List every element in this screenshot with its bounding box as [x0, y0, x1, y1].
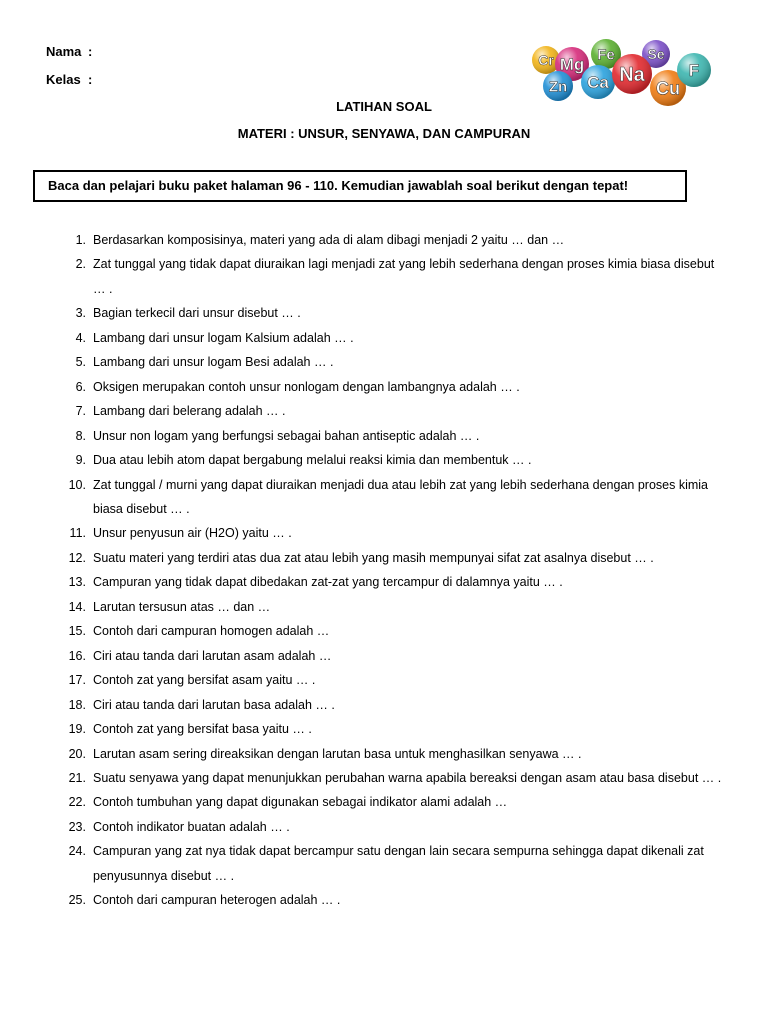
element-symbol: Ca — [587, 72, 609, 92]
question-text: Ciri atau tanda dari larutan basa adalah … . — [93, 697, 335, 712]
page-subtitle: MATERI : UNSUR, SENYAWA, DAN CAMPURAN — [237, 126, 531, 141]
nama-label: Nama — [46, 44, 82, 59]
kelas-field — [46, 72, 92, 87]
question-number: 8. — [75, 428, 86, 443]
question-number: 6. — [75, 379, 86, 394]
question-text: Contoh dari campuran heterogen adalah … . — [93, 893, 341, 908]
question-text: Suatu senyawa yang dapat menunjukkan perubahan warna apabila bereaksi dengan asam atau basa disebut … . — [93, 770, 722, 785]
element-symbol: Cr — [538, 51, 554, 68]
question-item — [0, 448, 768, 472]
question-item — [0, 619, 768, 643]
question-item — [0, 693, 768, 717]
question-item — [0, 228, 768, 252]
question-number: 18. — [68, 697, 86, 712]
question-item — [0, 742, 768, 766]
question-item — [0, 668, 768, 692]
question-text: Unsur non logam yang berfungsi sebagai bahan antiseptic adalah … . — [93, 428, 480, 443]
nama-field — [46, 44, 92, 59]
question-number: 12. — [68, 550, 86, 565]
question-number: 7. — [75, 404, 86, 419]
question-number: 2. — [75, 257, 86, 272]
question-number: 10. — [68, 477, 86, 492]
question-number: 14. — [68, 599, 86, 614]
question-number: 22. — [68, 795, 86, 810]
question-text: Larutan tersusun atas … dan … — [93, 599, 271, 614]
question-item — [0, 326, 768, 350]
page-title: LATIHAN SOAL — [336, 99, 432, 114]
question-item — [0, 839, 768, 888]
question-number: 21. — [68, 770, 86, 785]
question-text: Lambang dari unsur logam Kalsium adalah … . — [93, 330, 354, 345]
question-number: 13. — [68, 575, 86, 590]
question-number: 23. — [68, 819, 86, 834]
question-item — [0, 350, 768, 374]
question-item — [0, 473, 768, 522]
question-item — [0, 424, 768, 448]
question-text: Contoh dari campuran homogen adalah … — [93, 624, 330, 639]
question-text: Contoh zat yang bersifat basa yaitu … . — [93, 722, 312, 737]
question-text: Unsur penyusun air (H2O) yaitu … . — [93, 526, 292, 541]
question-text: Lambang dari unsur logam Besi adalah … . — [93, 355, 334, 370]
question-item — [0, 521, 768, 545]
question-item — [0, 375, 768, 399]
instruction-box: Baca dan pelajari buku paket halaman 96 - 110. Kemudian jawablah soal berikut dengan tepat! — [33, 170, 687, 202]
question-number: 3. — [75, 306, 86, 321]
question-text: Campuran yang zat nya tidak dapat bercampur satu dengan lain secara sempurna sehingga dapat dikenali zat penyusunnya disebut … . — [93, 844, 704, 883]
element-symbol: Zn — [548, 78, 568, 96]
question-text: Contoh tumbuhan yang dapat digunakan sebagai indikator alami adalah … — [93, 795, 508, 810]
element-symbol: Na — [619, 64, 645, 86]
question-text: Suatu materi yang terdiri atas dua zat atau lebih yang masih mempunyai sifat zat asalnya disebut … . — [93, 550, 654, 565]
question-list — [0, 228, 768, 913]
question-text: Zat tunggal yang tidak dapat diuraikan lagi menjadi zat yang lebih sederhana dengan proses kimia biasa disebut … . — [93, 257, 715, 296]
question-number: 25. — [68, 893, 86, 908]
element-symbol: Mg — [559, 54, 585, 74]
element-symbol: F — [688, 60, 700, 80]
question-item — [0, 766, 768, 790]
question-item — [0, 595, 768, 619]
question-number: 17. — [68, 673, 86, 688]
question-text: Berdasarkan komposisinya, materi yang ada di alam dibagi menjadi 2 yaitu … dan … — [93, 233, 565, 247]
chemical-elements-spheres-icon — [528, 30, 718, 115]
question-item — [0, 790, 768, 814]
question-text: Ciri atau tanda dari larutan asam adalah … — [93, 648, 332, 663]
question-text: Contoh indikator buatan adalah … . — [93, 819, 290, 834]
element-symbol: Se — [647, 45, 665, 62]
question-text: Bagian terkecil dari unsur disebut … . — [93, 306, 301, 321]
element-symbol: Fe — [597, 46, 615, 64]
question-text: Zat tunggal / murni yang dapat diuraikan menjadi dua atau lebih zat yang lebih sederhana dengan proses kimia biasa disebut … . — [93, 477, 708, 516]
question-number: 5. — [75, 355, 86, 370]
question-item — [0, 888, 768, 912]
question-item — [0, 399, 768, 423]
kelas-separator: : — [88, 72, 93, 87]
question-item — [0, 815, 768, 839]
question-number: 24. — [68, 844, 86, 859]
question-text: Larutan asam sering direaksikan dengan larutan basa untuk menghasilkan senyawa … . — [93, 746, 582, 761]
question-text: Dua atau lebih atom dapat bergabung melalui reaksi kimia dan membentuk … . — [93, 453, 532, 468]
question-number: 11. — [69, 526, 86, 541]
question-item — [0, 717, 768, 741]
question-number: 19. — [68, 722, 86, 737]
question-number: 9. — [75, 453, 86, 468]
question-item — [0, 252, 768, 301]
question-text: Oksigen merupakan contoh unsur nonlogam dengan lambangnya adalah … . — [93, 379, 520, 394]
question-text: Contoh zat yang bersifat asam yaitu … . — [93, 673, 316, 688]
kelas-label: Kelas — [46, 72, 81, 87]
question-item — [0, 301, 768, 325]
question-number: 16. — [68, 648, 86, 663]
question-number: 1. — [75, 233, 86, 247]
question-text: Campuran yang tidak dapat dibedakan zat-zat yang tercampur di dalamnya yaitu … . — [93, 575, 563, 590]
element-symbol: Cu — [656, 78, 680, 99]
question-number: 4. — [75, 330, 86, 345]
question-text: Lambang dari belerang adalah … . — [93, 404, 286, 419]
nama-separator: : — [88, 44, 93, 59]
question-item — [0, 546, 768, 570]
question-number: 15. — [68, 624, 86, 639]
question-item — [0, 570, 768, 594]
question-number: 20. — [68, 746, 86, 761]
question-item — [0, 644, 768, 668]
